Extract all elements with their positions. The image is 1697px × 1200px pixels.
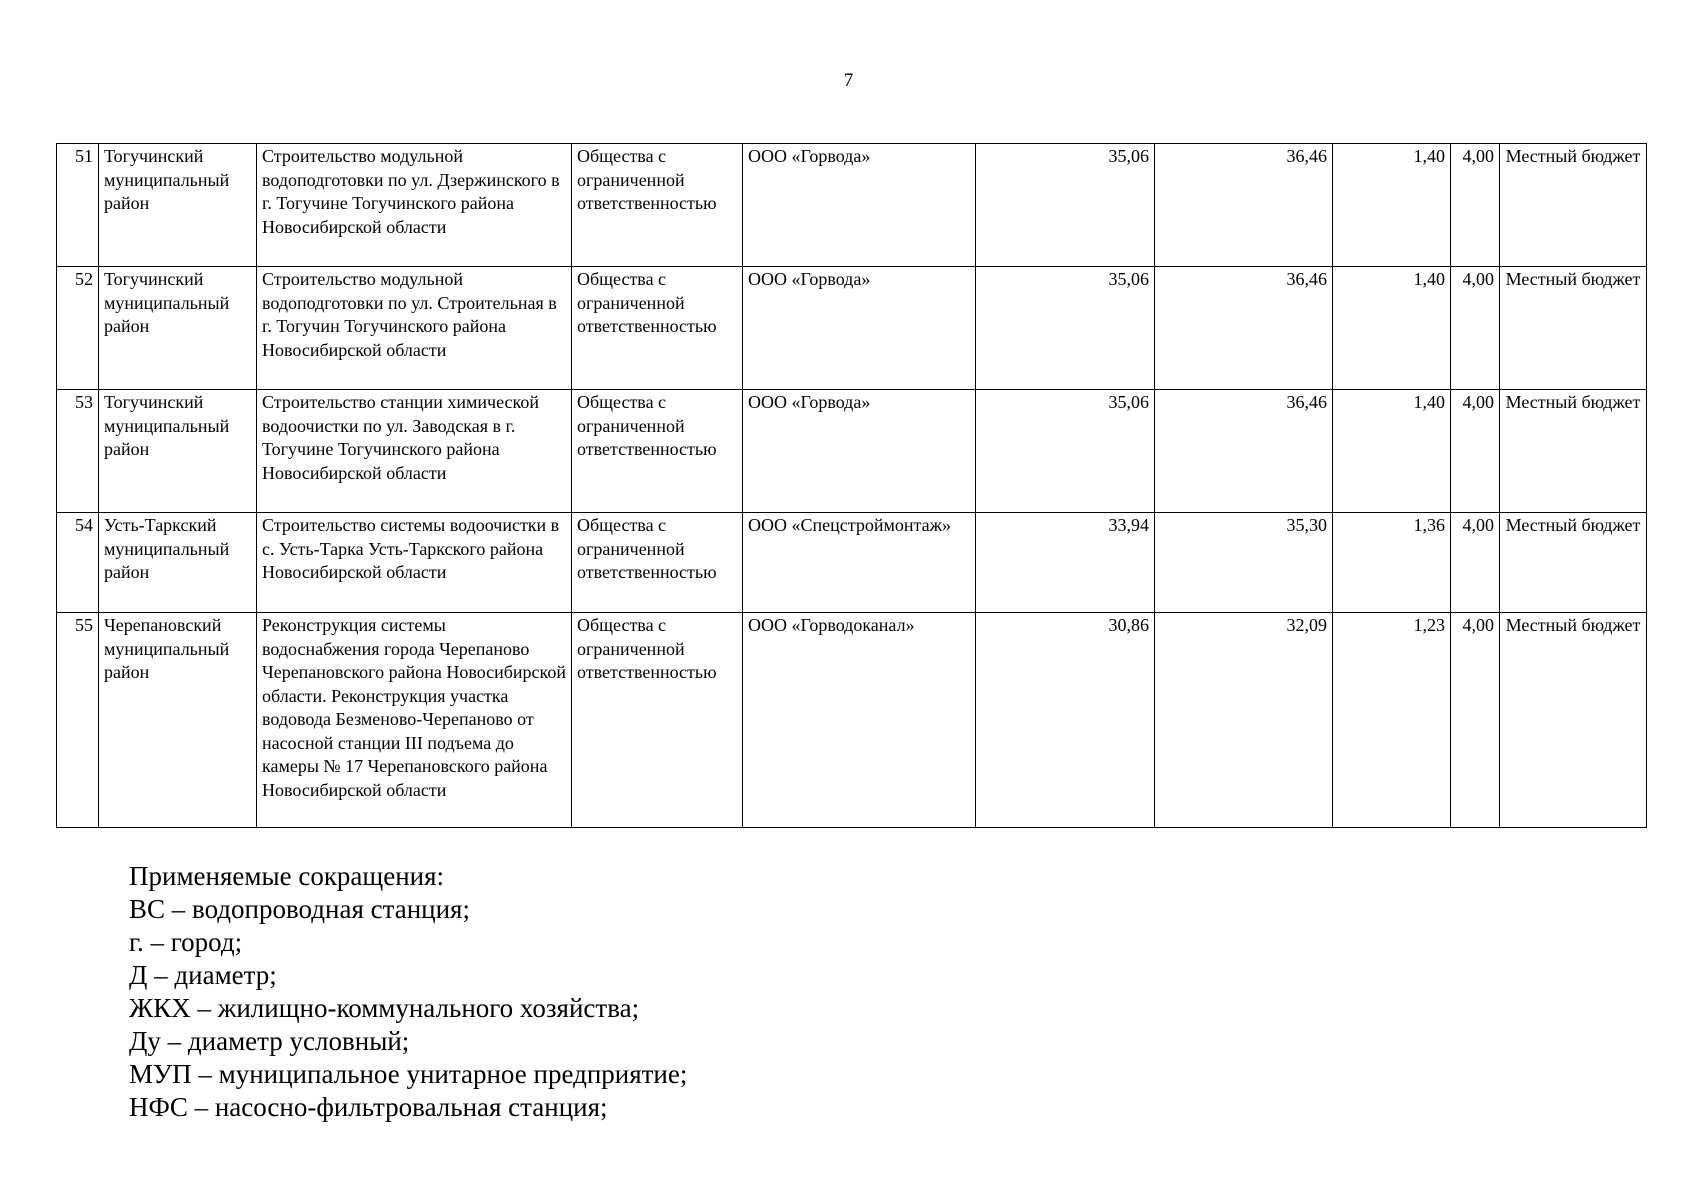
org-form-cell: Общества с ограниченной ответственностью	[572, 267, 743, 390]
project-cell: Реконструкция системы водоснабжения города Черепаново Черепановского района Новосибирской области. Реконструкция участка водовода Безменово-Черепаново от насосной станции III подъема до камеры № 17 Черепановского района Новосибирской области	[257, 613, 572, 828]
page-number: 7	[843, 70, 854, 91]
row-number: 53	[57, 390, 99, 513]
funding-source-cell: Местный бюджет	[1500, 390, 1647, 513]
project-cell: Строительство станции химической водоочистки по ул. Заводская в г. Тогучине Тогучинского района Новосибирской области	[257, 390, 572, 513]
row-number: 54	[57, 513, 99, 613]
org-form-cell: Общества с ограниченной ответственностью	[572, 513, 743, 613]
funding-source-cell: Местный бюджет	[1500, 144, 1647, 267]
table-row	[57, 144, 1647, 267]
org-form-cell: Общества с ограниченной ответственностью	[572, 144, 743, 267]
diff-cell: 1,23	[1333, 613, 1451, 828]
percent-cell: 4,00	[1451, 144, 1500, 267]
abbreviation-item: ВС – водопроводная станция;	[129, 894, 470, 924]
percent-cell: 4,00	[1451, 513, 1500, 613]
row-number: 52	[57, 267, 99, 390]
funding-source-cell: Местный бюджет	[1500, 513, 1647, 613]
org-name-cell: ООО «Горвода»	[743, 267, 976, 390]
value2-cell: 36,46	[1155, 390, 1333, 513]
percent-cell: 4,00	[1451, 267, 1500, 390]
value1-cell: 30,86	[976, 613, 1155, 828]
org-name-cell: ООО «Горводоканал»	[743, 613, 976, 828]
district-cell: Тогучинский муниципальный район	[99, 267, 257, 390]
value1-cell: 35,06	[976, 144, 1155, 267]
diff-cell: 1,40	[1333, 390, 1451, 513]
value1-cell: 35,06	[976, 267, 1155, 390]
funding-source-cell: Местный бюджет	[1500, 267, 1647, 390]
org-name-cell: ООО «Горвода»	[743, 144, 976, 267]
abbreviation-item: МУП – муниципальное унитарное предприятие;	[129, 1059, 688, 1089]
diff-cell: 1,36	[1333, 513, 1451, 613]
diff-cell: 1,40	[1333, 267, 1451, 390]
table-row	[57, 613, 1647, 828]
diff-cell: 1,40	[1333, 144, 1451, 267]
abbreviation-item: ЖКХ – жилищно-коммунального хозяйства;	[129, 993, 640, 1023]
abbreviations-heading: Применяемые сокращения:	[129, 861, 445, 891]
district-cell: Усть-Таркский муниципальный район	[99, 513, 257, 613]
row-number: 51	[57, 144, 99, 267]
projects-table	[56, 143, 1647, 828]
org-form-cell: Общества с ограниченной ответственностью	[572, 390, 743, 513]
district-cell: Черепановский муниципальный район	[99, 613, 257, 828]
table-row	[57, 513, 1647, 613]
value2-cell: 36,46	[1155, 267, 1333, 390]
value2-cell: 35,30	[1155, 513, 1333, 613]
value2-cell: 36,46	[1155, 144, 1333, 267]
org-name-cell: ООО «Горвода»	[743, 390, 976, 513]
district-cell: Тогучинский муниципальный район	[99, 390, 257, 513]
percent-cell: 4,00	[1451, 613, 1500, 828]
row-number: 55	[57, 613, 99, 828]
value2-cell: 32,09	[1155, 613, 1333, 828]
abbreviation-item: Д – диаметр;	[129, 960, 277, 990]
abbreviations-block	[129, 860, 687, 1124]
table-row	[57, 267, 1647, 390]
project-cell: Строительство системы водоочистки в с. Усть-Тарка Усть-Таркского района Новосибирской области	[257, 513, 572, 613]
value1-cell: 35,06	[976, 390, 1155, 513]
project-cell: Строительство модульной водоподготовки по ул. Строительная в г. Тогучин Тогучинского района Новосибирской области	[257, 267, 572, 390]
value1-cell: 33,94	[976, 513, 1155, 613]
percent-cell: 4,00	[1451, 390, 1500, 513]
abbreviation-item: НФС – насосно-фильтровальная станция;	[129, 1092, 608, 1122]
abbreviation-item: Ду – диаметр условный;	[129, 1026, 410, 1056]
abbreviation-item: г. – город;	[129, 927, 243, 957]
org-form-cell: Общества с ограниченной ответственностью	[572, 613, 743, 828]
district-cell: Тогучинский муниципальный район	[99, 144, 257, 267]
funding-source-cell: Местный бюджет	[1500, 613, 1647, 828]
org-name-cell: ООО «Спецстроймонтаж»	[743, 513, 976, 613]
project-cell: Строительство модульной водоподготовки по ул. Дзержинского в г. Тогучине Тогучинского района Новосибирской области	[257, 144, 572, 267]
table-row	[57, 390, 1647, 513]
